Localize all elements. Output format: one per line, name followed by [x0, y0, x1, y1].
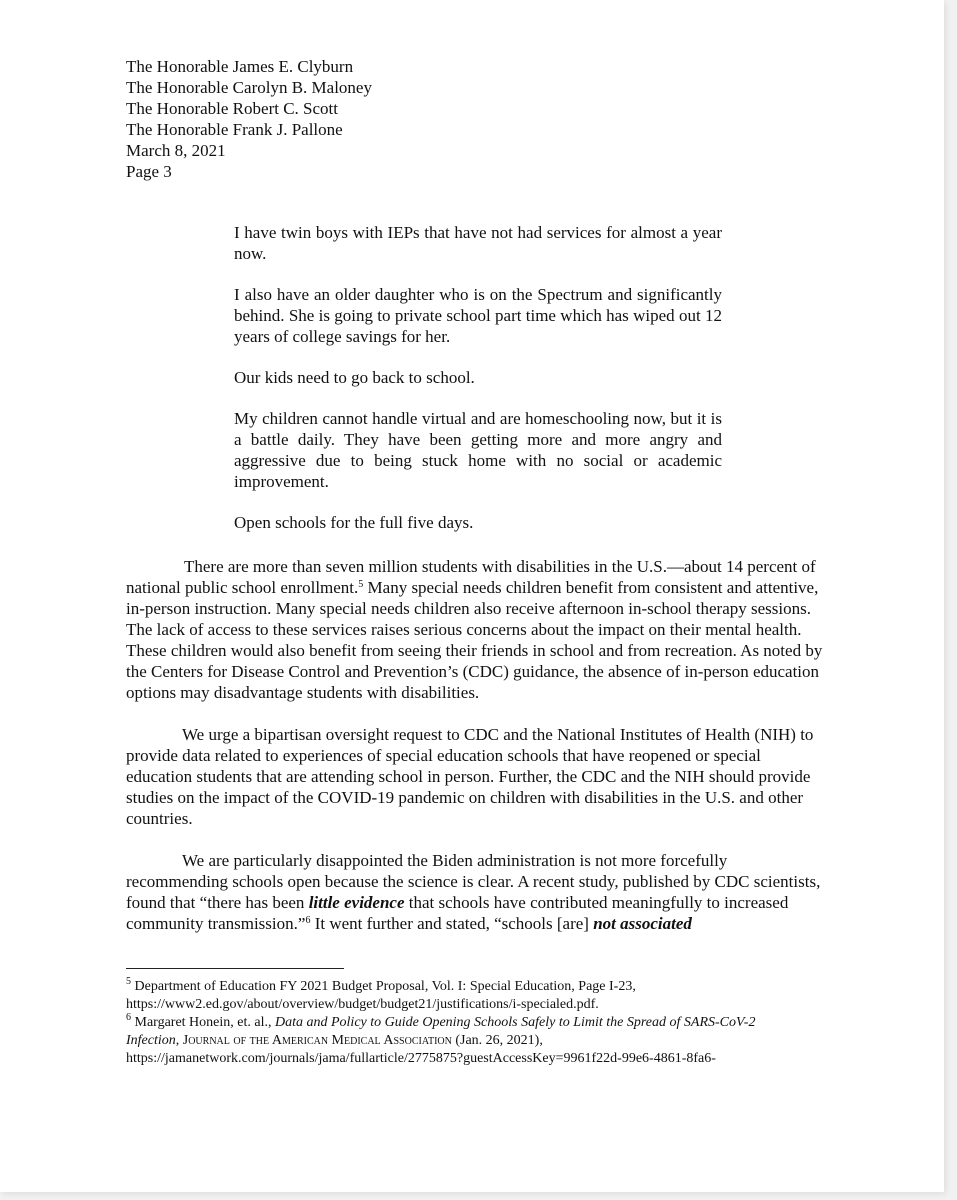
footnote-6	[126, 1014, 826, 1032]
body-paragraph-1	[126, 556, 826, 703]
quote-paragraph-3: Our kids need to go back to school.	[234, 368, 475, 387]
footnote-5	[126, 978, 826, 996]
body-p3-text-b: that schools have contributed meaningfully to increased community transmission.”	[126, 893, 789, 933]
emphasis-not-associated: not associated	[593, 914, 692, 933]
footnote-6-author: Margaret Honein, et. al.,	[131, 1015, 275, 1030]
body-p3-text-c: It went further and stated, “schools [are]	[310, 914, 594, 933]
footnote-6-journal: Journal of the American Medical Association	[182, 1033, 452, 1048]
recipient-maloney: The Honorable Carolyn B. Maloney	[126, 78, 372, 97]
footnote-6-link[interactable]: https://jamanetwork.com/journals/jama/fullarticle/2775875?guestAccessKey=9961f22d-99e6-4861-8fa6-	[126, 1051, 716, 1066]
footnote-ref-6: 6	[305, 915, 311, 926]
footnote-divider	[126, 968, 344, 969]
block-quote	[234, 222, 722, 553]
quote-paragraph-5: Open schools for the full five days.	[234, 513, 474, 532]
quote-paragraph-4: My children cannot handle virtual and are homeschooling now, but it is a battle daily. They have been getting more and more angry and aggressive due to being stuck home with no social or academic improvement.	[234, 409, 722, 491]
footnote-5-number: 5	[126, 976, 131, 987]
body-paragraph-2: We urge a bipartisan oversight request to CDC and the National Institutes of Health (NIH) to provide data related to experiences of special education schools that have reopened or special education students that are attending school in person. Further, the CDC and the NIH should provide studies on the impact of the COVID-19 pandemic on children with disabilities in the U.S. and other countries.	[126, 725, 814, 828]
emphasis-little-evidence: little evidence	[308, 893, 405, 912]
body-p1-text-a: There are more than seven million students with disabilities in the U.S.—about 14 percent of national public school enrollment.	[126, 557, 816, 597]
recipient-clyburn: The Honorable James E. Clyburn	[126, 57, 354, 76]
body-paragraph-3	[126, 850, 826, 934]
footnote-6-title-end: Infection	[126, 1033, 176, 1048]
footnotes	[126, 978, 826, 1068]
letter-body	[126, 556, 826, 955]
footnote-5-link[interactable]: https://www2.ed.gov/about/overview/budget/budget21/justifications/i-specialed.pdf.	[126, 997, 599, 1012]
recipient-pallone: The Honorable Frank J. Pallone	[126, 120, 343, 139]
body-p1-text-b: Many special needs children benefit from consistent and attentive, in-person instruction. Many special needs children also receive afternoon in-school therapy sessions. The lack of access to these services raises serious concerns about the impact on their mental health. These children would also benefit from seeing their friends in school and from recreation. As noted by the Centers for Disease Control and Prevention’s (CDC) guidance, the absence of in-person education options may disadvantage students with disabilities.	[126, 578, 823, 702]
footnote-5-text: Department of Education FY 2021 Budget Proposal, Vol. I: Special Education, Page I-23,	[131, 979, 636, 994]
letter-header	[126, 56, 372, 182]
page-number: Page 3	[126, 162, 172, 181]
quote-paragraph-2: I also have an older daughter who is on the Spectrum and significantly behind. She is going to private school part time which has wiped out 12 years of college savings for her.	[234, 285, 722, 346]
footnote-6-comma: ,	[175, 1033, 183, 1048]
footnote-ref-5: 5	[358, 579, 364, 590]
body-p3-text-a: We are particularly disappointed the Biden administration is not more forcefully recommending schools open because the science is clear. A recent study, published by CDC scientists, found that “there has been	[126, 851, 821, 912]
footnote-6-title: Data and Policy to Guide Opening Schools Safely to Limit the Spread of SARS-CoV-2	[274, 1015, 756, 1030]
footnote-6-number: 6	[126, 1012, 131, 1023]
recipient-scott: The Honorable Robert C. Scott	[126, 99, 338, 118]
quote-paragraph-1: I have twin boys with IEPs that have not had services for almost a year now.	[234, 223, 722, 263]
footnote-6-date: (Jan. 26, 2021),	[451, 1033, 543, 1048]
letter-date: March 8, 2021	[126, 141, 226, 160]
